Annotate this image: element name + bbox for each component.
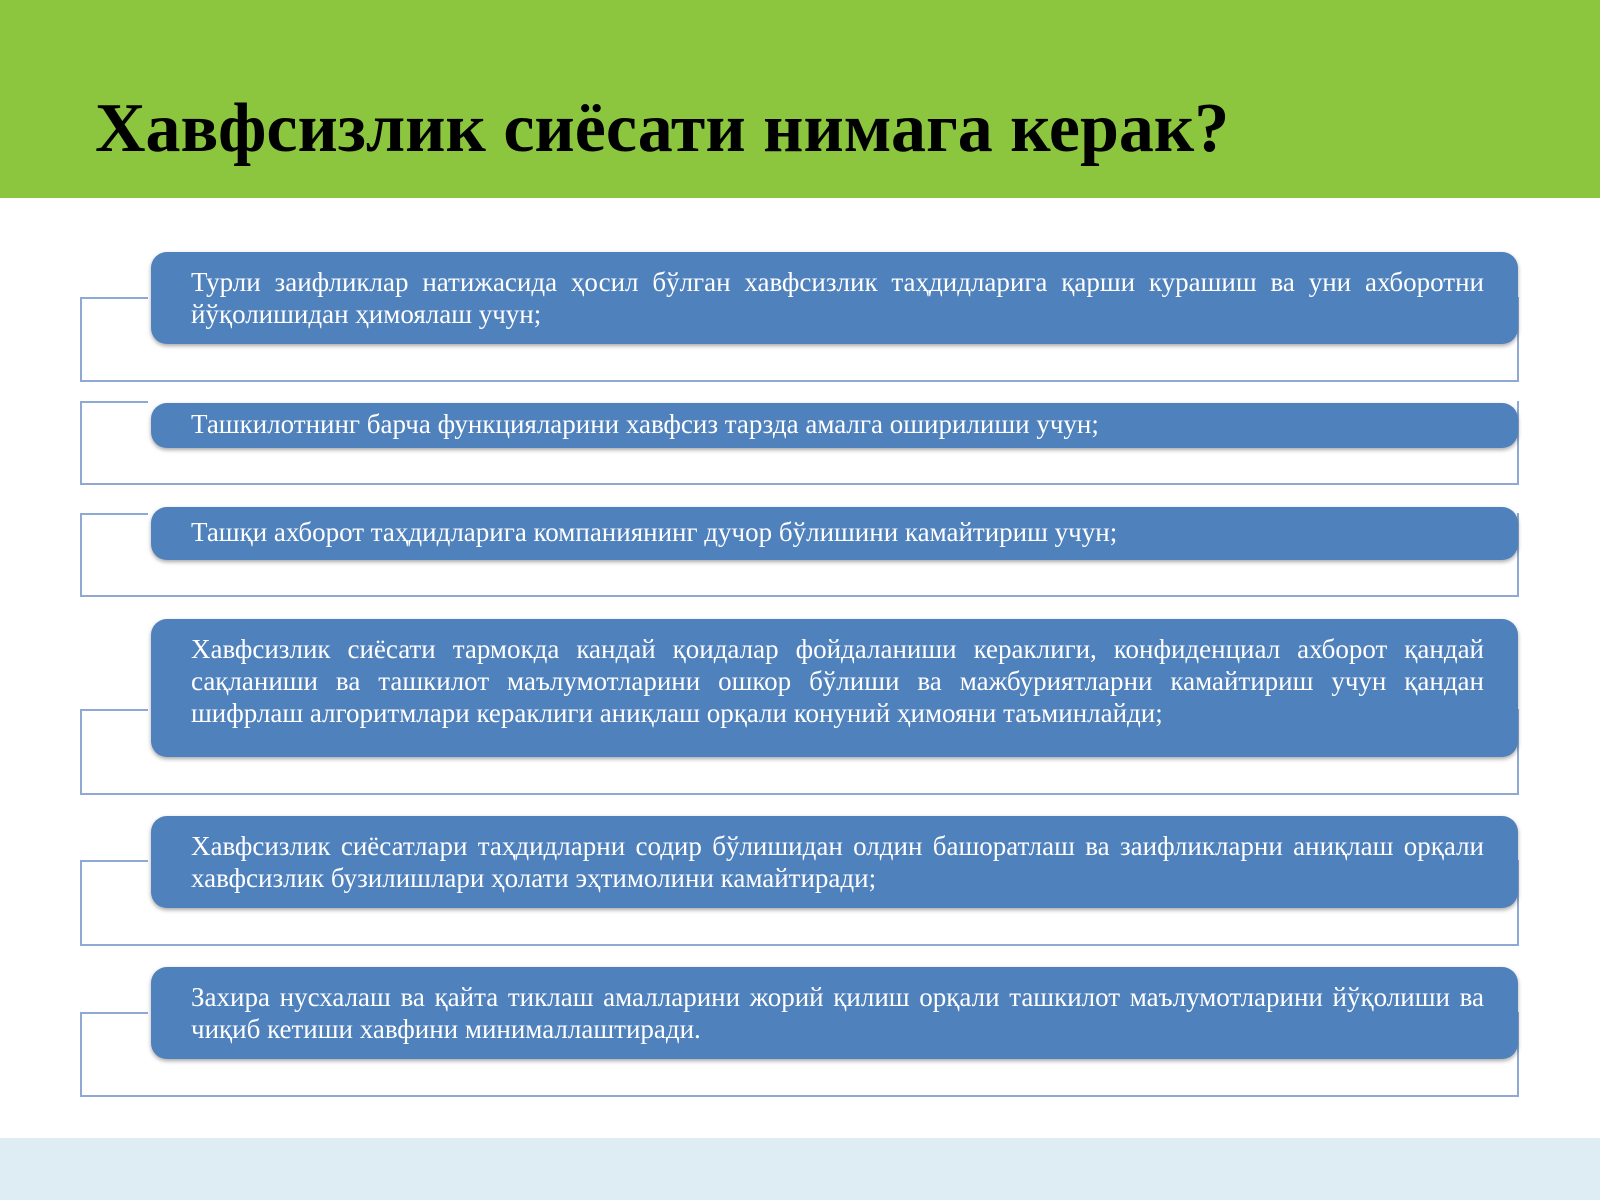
item-text: Хавфсизлик сиёсати тармокда кандай қоидалар фойдаланиши кераклиги, конфиденциал ахборот қандай сақланиши ва ташкилот маълумотларини ошкор бўлиши ва мажбуриятларни камайтириш учун қандан шифрлаш алгоритмлари кераклиги аниқлаш орқали конуний ҳимояни таъминлайди;	[191, 634, 1484, 728]
item-text: Хавфсизлик сиёсатлари таҳдидларни содир бўлишидан олдин башоратлаш ва заифликларни аниқлаш орқали хавфсизлик бузилишлари ҳолати эҳтимолини камайтиради;	[191, 831, 1484, 893]
item-box	[151, 619, 1518, 757]
item-text: Ташкилотнинг барча функцияларини хавфсиз тарзда амалга оширилиши учун;	[191, 408, 1099, 439]
page-title: Хавфсизлик сиёсати нимага керак?	[95, 90, 1230, 167]
item-text: Захира нусхалаш ва қайта тиклаш амалларини жорий қилиш орқали ташкилот маълумотларини йўқолиши ва чиқиб кетиши хавфини минималлаштиради.	[191, 982, 1484, 1044]
item-box	[151, 507, 1518, 560]
item-text: Ташқи ахборот таҳдидларига компаниянинг дучор бўлишини камайтириш учун;	[191, 516, 1118, 547]
title-band	[0, 0, 1600, 198]
item-text: Турли заифликлар натижасида ҳосил бўлган хавфсизлик таҳдидларига қарши курашиш ва уни ахборотни йўқолишидан ҳимоялаш учун;	[191, 267, 1484, 329]
item-box	[151, 816, 1518, 908]
footer-band	[0, 1138, 1600, 1200]
item-box	[151, 967, 1518, 1059]
item-box	[151, 252, 1518, 344]
item-box	[151, 403, 1518, 448]
